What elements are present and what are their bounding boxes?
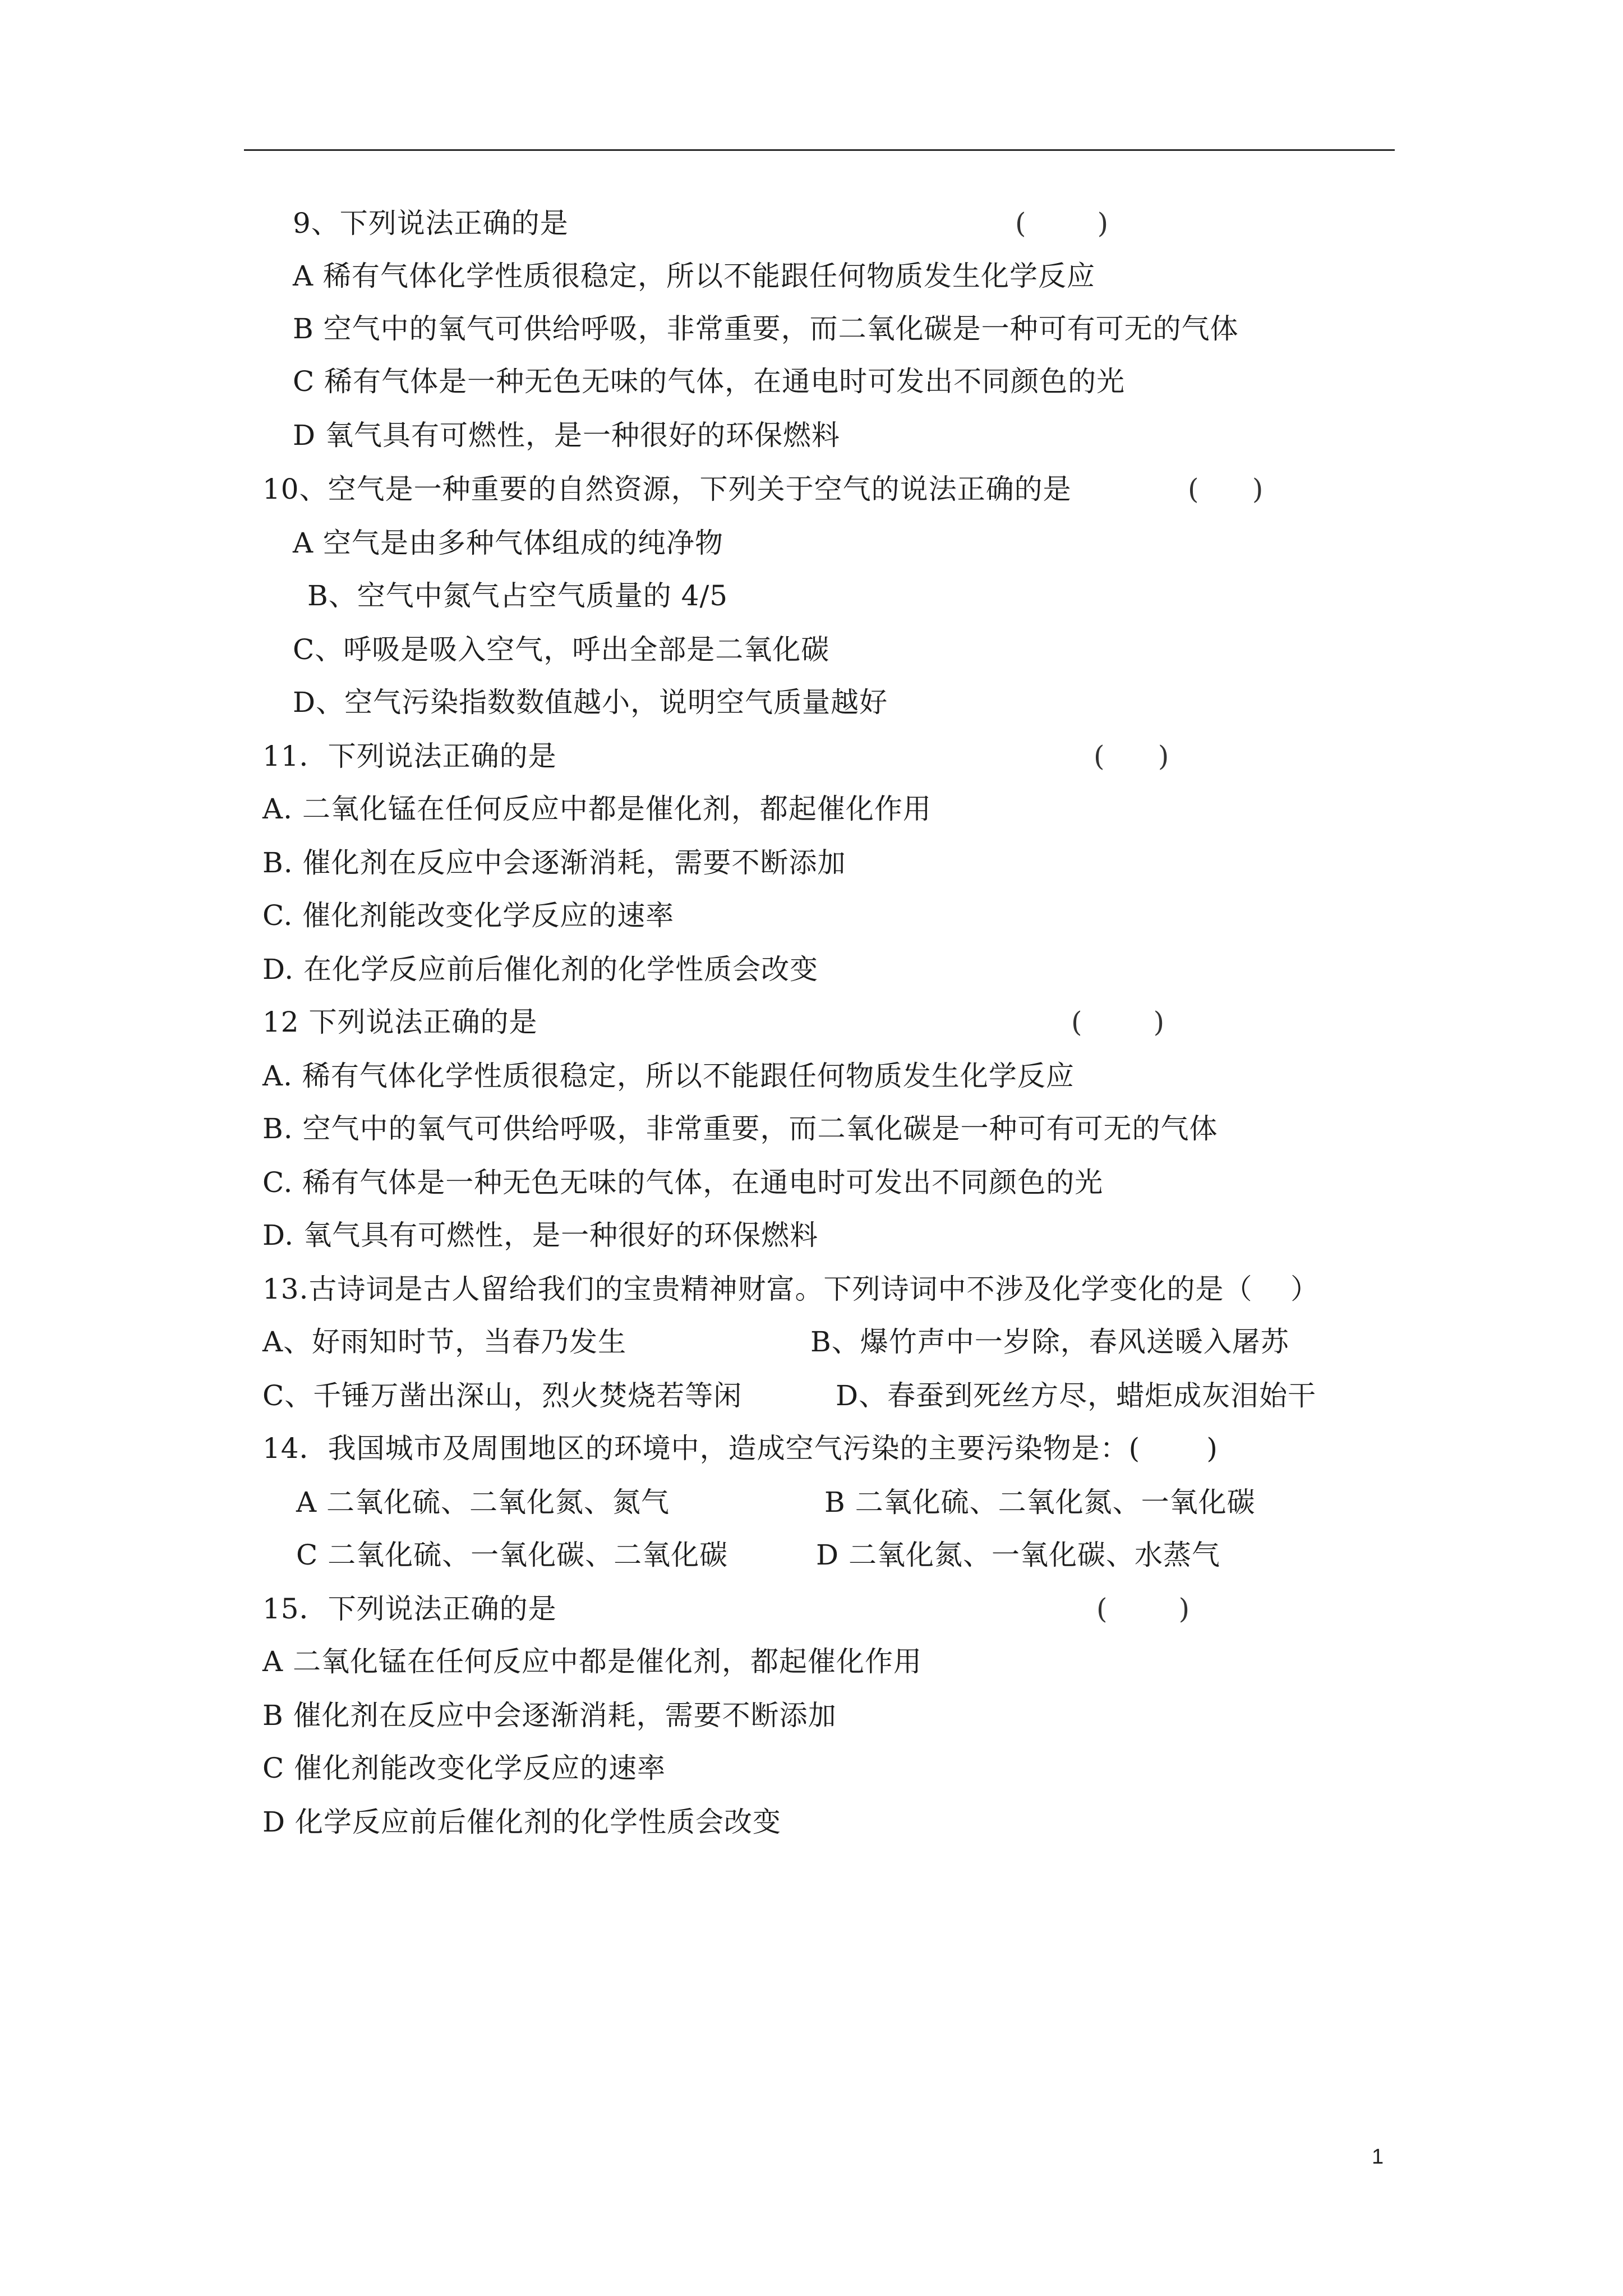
question-13-option-a: A、好雨知时节，当春乃发生 <box>262 1326 627 1358</box>
question-10-option-b: B、空气中氮气占空气质量的 4/5 <box>307 579 728 612</box>
question-10-option-a: A 空气是由多种气体组成的纯净物 <box>293 527 724 559</box>
question-14-stem: 14．我国城市及周围地区的环境中，造成空气污染的主要污染物是：( ) <box>262 1432 1218 1465</box>
question-11-answer-paren: ( ) <box>1094 740 1169 772</box>
question-12-option-c: C. 稀有气体是一种无色无味的气体，在通电时可发出不同颜色的光 <box>262 1166 1104 1199</box>
question-9-stem: 9、下列说法正确的是 <box>293 207 569 240</box>
question-9-answer-paren: ( ) <box>1015 207 1109 240</box>
question-12-answer-paren: ( ) <box>1071 1006 1165 1038</box>
question-9-option-c: C 稀有气体是一种无色无味的气体，在通电时可发出不同颜色的光 <box>293 365 1126 398</box>
question-10-answer-paren: ( ) <box>1188 473 1264 505</box>
question-9-option-a: A 稀有气体化学性质很稳定，所以不能跟任何物质发生化学反应 <box>293 260 1096 292</box>
question-12-stem: 12 下列说法正确的是 <box>262 1006 538 1038</box>
question-15-option-a: A 二氧化锰在任何反应中都是催化剂，都起催化作用 <box>262 1645 923 1678</box>
question-11-option-c: C. 催化剂能改变化学反应的速率 <box>262 899 675 932</box>
question-11-option-d: D. 在化学反应前后催化剂的化学性质会改变 <box>262 953 819 986</box>
header-rule <box>244 149 1395 151</box>
question-13-option-d: D、春蚕到死丝方尽，蜡炬成灰泪始干 <box>836 1379 1317 1412</box>
question-13-option-b: B、爆竹声中一岁除，春风送暖入屠苏 <box>810 1326 1289 1358</box>
question-13-option-c: C、千锤万凿出深山，烈火焚烧若等闲 <box>262 1379 743 1412</box>
question-11-option-a: A. 二氧化锰在任何反应中都是催化剂，都起催化作用 <box>262 793 932 825</box>
question-10-option-c: C、呼吸是吸入空气，呼出全部是二氧化碳 <box>293 633 830 666</box>
question-14-option-b: B 二氧化硫、二氧化氮、一氧化碳 <box>824 1486 1256 1519</box>
question-14-option-a: A 二氧化硫、二氧化氮、氮气 <box>296 1486 670 1519</box>
question-15-option-b: B 催化剂在反应中会逐渐消耗，需要不断添加 <box>262 1699 837 1732</box>
question-15-option-d: D 化学反应前后催化剂的化学性质会改变 <box>262 1806 781 1838</box>
question-15-stem: 15．下列说法正确的是 <box>262 1593 557 1625</box>
question-10-option-d: D、空气污染指数数值越小，说明空气质量越好 <box>293 686 888 719</box>
question-12-option-d: D. 氧气具有可燃性，是一种很好的环保燃料 <box>262 1219 819 1251</box>
question-12-option-a: A. 稀有气体化学性质很稳定，所以不能跟任何物质发生化学反应 <box>262 1060 1075 1092</box>
question-14-option-c: C 二氧化硫、一氧化碳、二氧化碳 <box>296 1539 728 1571</box>
question-9-option-b: B 空气中的氧气可供给呼吸，非常重要，而二氧化碳是一种可有可无的气体 <box>293 312 1239 345</box>
question-12-option-b: B. 空气中的氧气可供给呼吸，非常重要，而二氧化碳是一种可有可无的气体 <box>262 1112 1218 1145</box>
question-14-option-d: D 二氧化氮、一氧化碳、水蒸气 <box>816 1539 1220 1571</box>
question-15-answer-paren: ( ) <box>1096 1593 1190 1625</box>
question-10-stem: 10、空气是一种重要的自然资源，下列关于空气的说法正确的是 <box>262 473 1072 505</box>
question-15-option-c: C 催化剂能改变化学反应的速率 <box>262 1752 666 1784</box>
question-9-option-d: D 氧气具有可燃性，是一种很好的环保燃料 <box>293 419 840 452</box>
question-11-stem: 11．下列说法正确的是 <box>262 740 557 772</box>
question-13-stem: 13.古诗词是古人留给我们的宝贵精神财富。下列诗词中不涉及化学变化的是（ ） <box>262 1273 1320 1305</box>
page-number: 1 <box>1372 2145 1384 2169</box>
question-11-option-b: B. 催化剂在反应中会逐渐消耗，需要不断添加 <box>262 846 846 879</box>
